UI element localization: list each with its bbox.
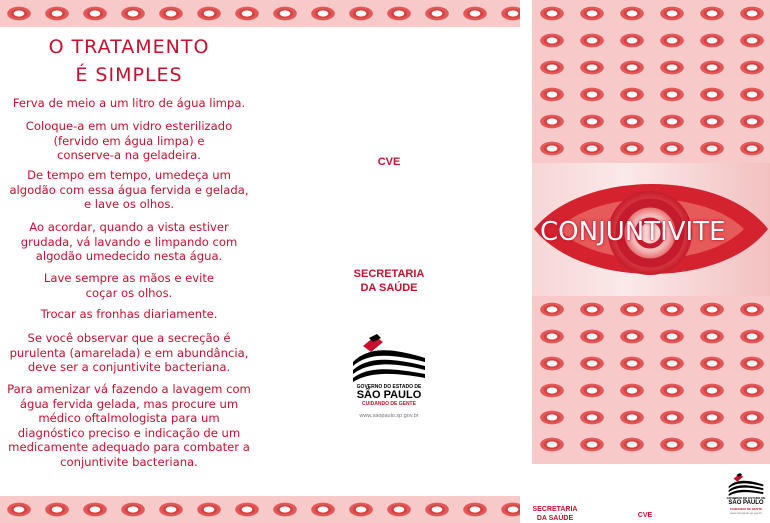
instruction-line: conjuntivite bacteriana. [60,454,198,469]
instruction-line: Ferva de meio a um litro de água limpa. [12,96,246,110]
secretaria-line1: SECRETARIA [353,268,425,280]
instruction-line: deve ser a conjuntivite bacteriana. [27,360,231,374]
back-panel [258,0,520,523]
treatment-title-line1: O TRATAMENTO [48,36,210,58]
bottom-logo-line1: GOVERNO DO ESTADO DE [726,496,766,500]
instruction-line: (fervido em água limpa) e [53,133,205,148]
instruction-line: medicamente adequado para combater a [8,440,250,454]
secretaria-line2: DA SAÚDE [360,282,418,294]
cover-title: CONJUNTIVITE [540,217,726,247]
instruction-line: Para amenizar vá fazendo a lavagem com [7,382,251,396]
bottom-secretaria-label [532,505,578,523]
bottom-secretaria-line1: SECRETARIA [532,506,578,513]
treatment-panel [0,0,258,523]
logo-line1: GOVERNO DO ESTADO DE [356,384,422,390]
government-logo [342,332,436,419]
instruction-line: Trocar as fronhas diariamente. [40,307,218,321]
sao-paulo-state-logo-icon [349,332,429,382]
bottom-government-logo [722,472,770,515]
instruction-line: Coloque-a em um vidro esterilizado [25,119,233,133]
instruction-paragraph [4,307,254,322]
logo-line2: SÃO PAULO [356,389,422,401]
sao-paulo-state-logo-icon [726,472,766,496]
instruction-paragraph [4,331,254,375]
instruction-line: Ao acordar, quando a vista estiver [29,220,229,234]
instruction-paragraph [4,168,254,212]
instruction-line: De tempo em tempo, umedeça um [27,168,231,182]
instruction-line: conserve-a na geladeira. [57,148,201,162]
bottom-cve-label: CVE [637,512,653,519]
instruction-line: diagnóstico preciso e indicação de um [17,425,241,440]
instruction-paragraph [4,119,254,163]
bottom-logo-line3: CUIDANDO DE GENTE [729,507,763,511]
instruction-paragraph [4,382,254,469]
instruction-line: água fervida gelada, mas procure um [19,396,239,411]
instruction-paragraph [4,96,254,111]
logo-url: www.saopaulo.sp.gov.br [359,413,419,419]
cover-eye-pattern-bottom [532,296,770,464]
instruction-paragraph [4,220,254,264]
instruction-line: algodão umedecido nesta água. [35,249,223,263]
instruction-line: coçar os olhos. [85,285,173,300]
instruction-line: e lave os olhos. [83,197,175,211]
instruction-paragraph [4,271,254,300]
instruction-line: purulenta (amarelada) e em abundância, [9,345,249,360]
logo-line3: CUIDANDO DE GENTE [362,401,416,407]
instruction-line: Se você observar que a secreção é [27,331,231,345]
instruction-line: algodão com essa água fervida e gelada, [9,182,249,197]
treatment-title-line2: É SIMPLES [75,64,183,86]
instruction-line: médico oftalmologista para um [38,411,220,425]
cover-eye-pattern-top [532,0,770,163]
cve-label: CVE [377,156,401,168]
bottom-logo-url: www.saopaulo.sp.gov.br [729,511,763,515]
secretaria-label [258,267,520,295]
instruction-line: Lave sempre as mãos e evite [43,271,215,285]
bottom-logo-line2: SÃO PAULO [728,500,764,506]
bottom-secretaria-line2: DA SAÚDE [536,515,574,522]
instruction-line: grudada, vá lavando e limpando com [20,234,238,249]
